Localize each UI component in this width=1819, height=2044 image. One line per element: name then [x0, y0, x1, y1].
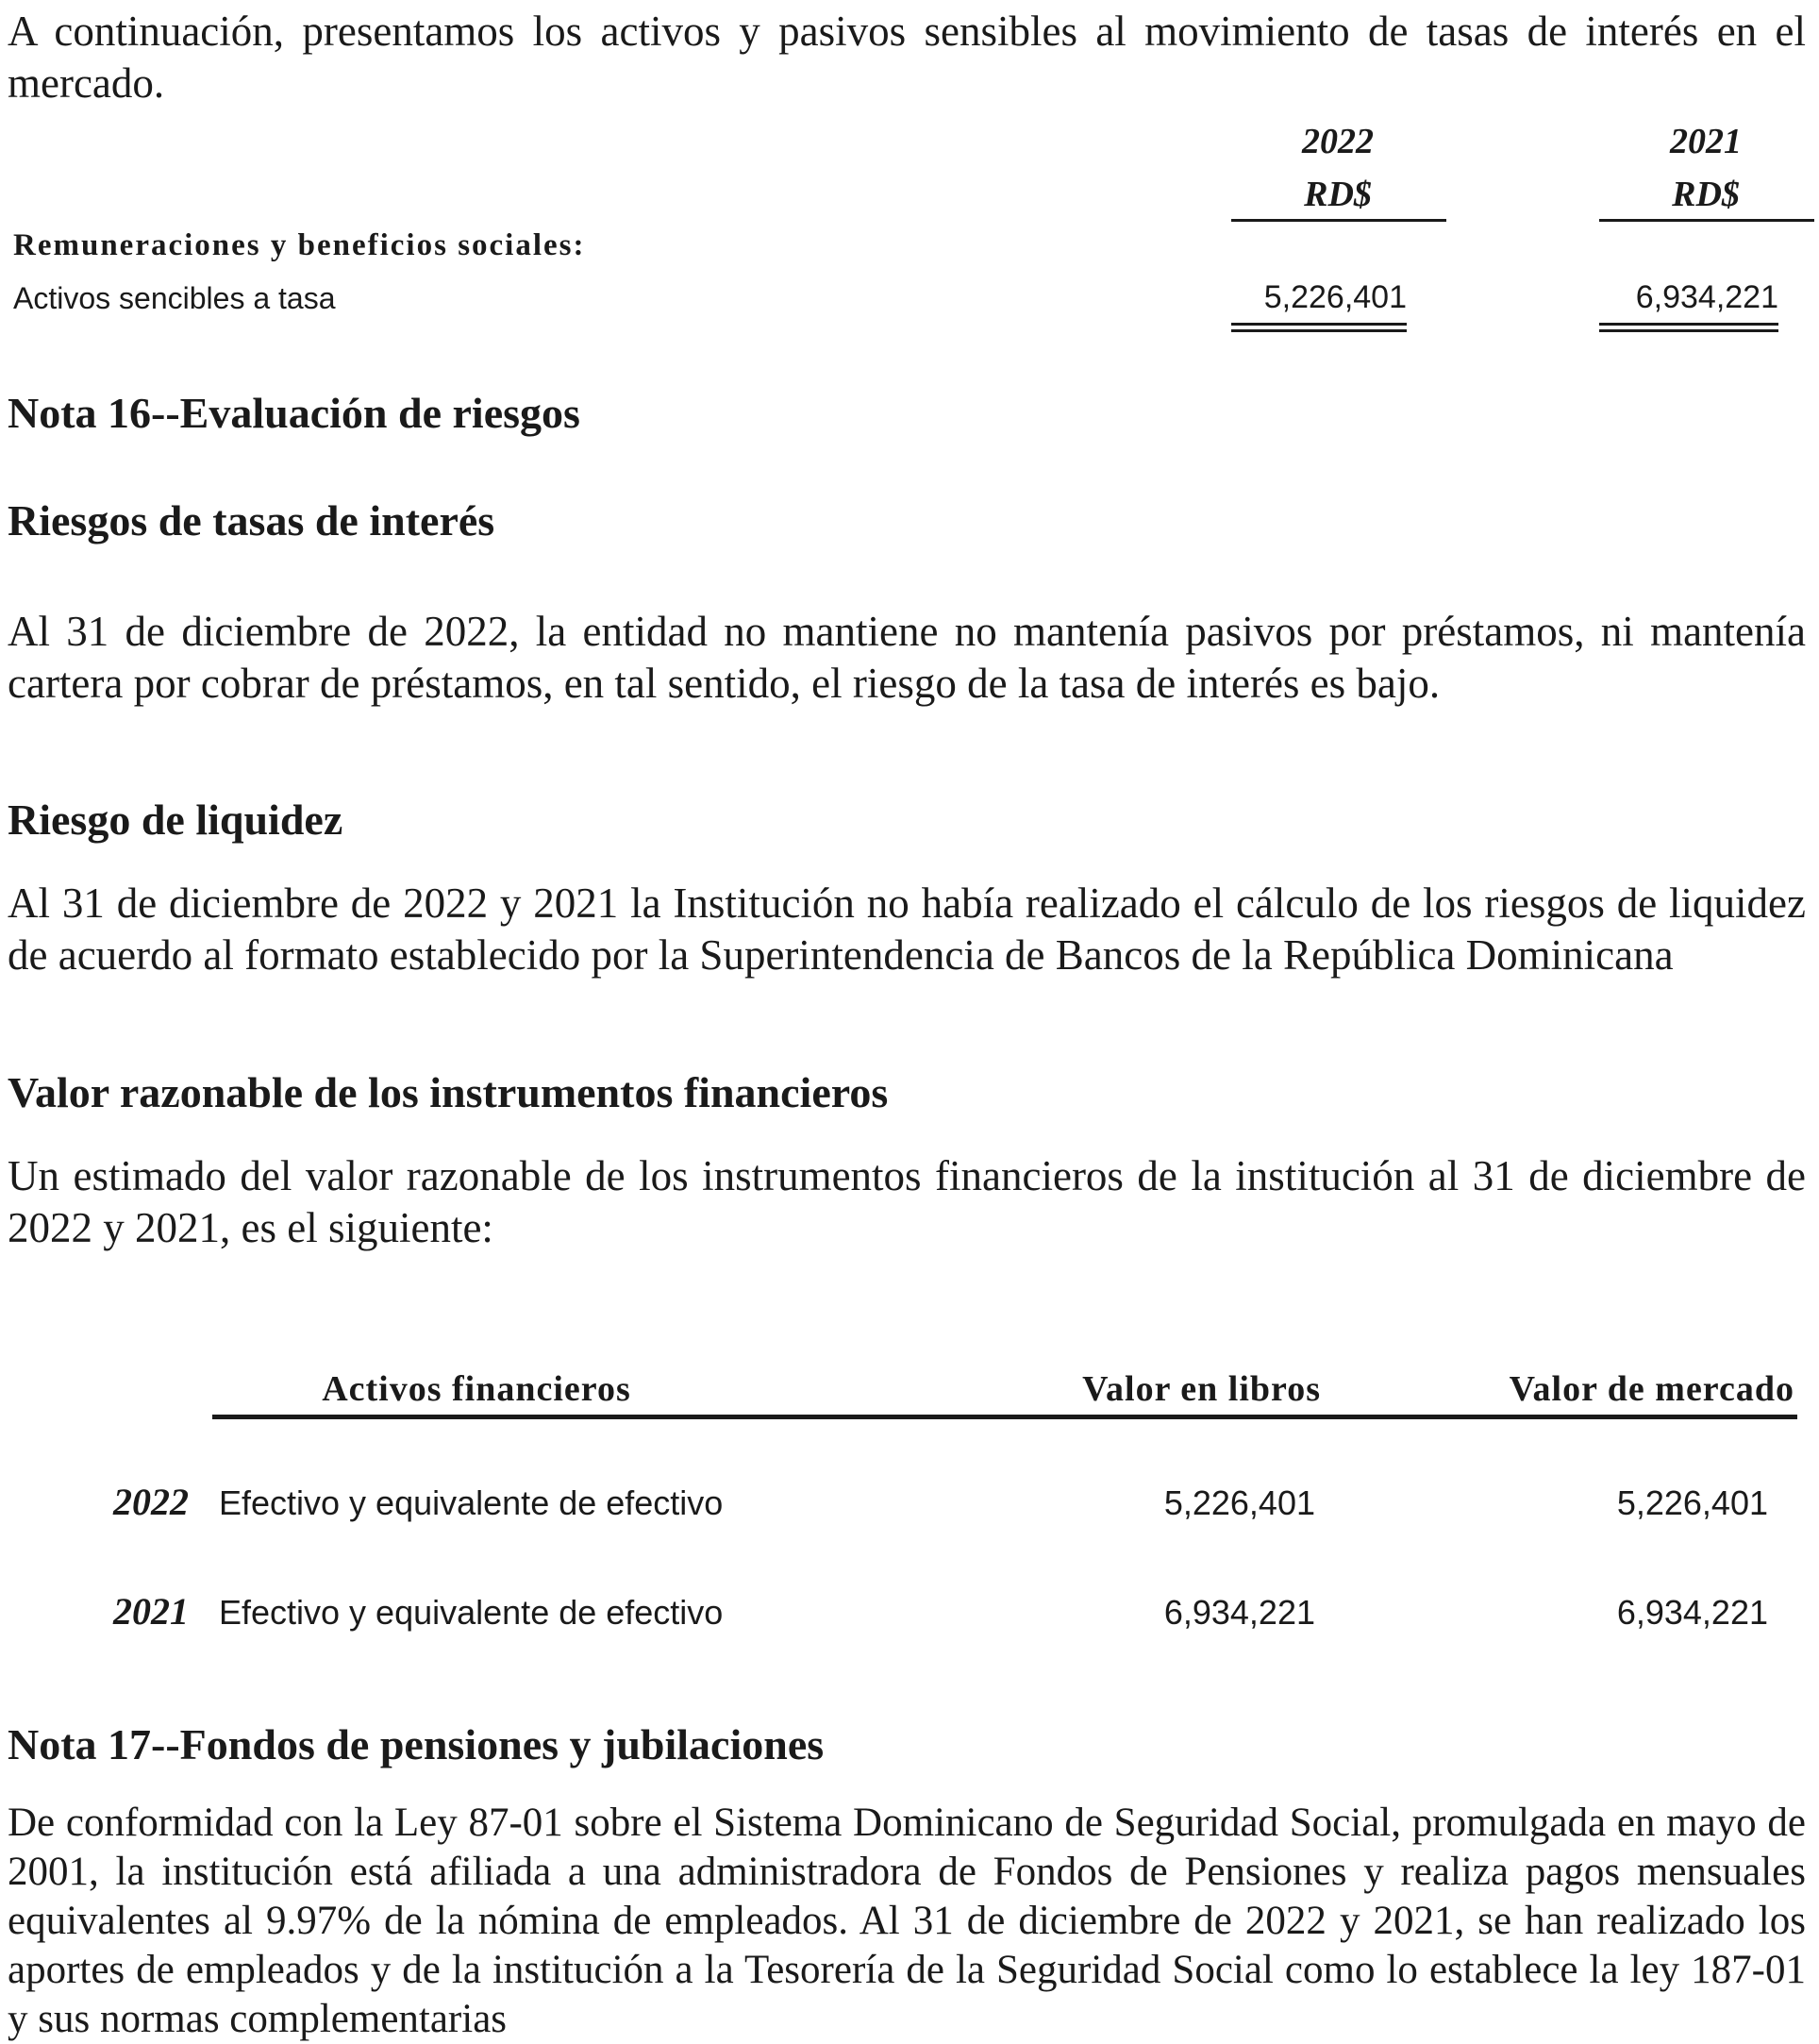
rate-row-label: Activos sencibles a tasa: [13, 281, 336, 315]
fair-table-header-assets: Activos financieros: [322, 1369, 631, 1409]
fair-value-paragraph: Un estimado del valor razonable de los instrumentos financieros de la institución al 31 de diciembre de 2022 y 2021, es el siguiente:: [8, 1152, 1806, 1251]
total-double-rule-2021-a: [1599, 323, 1778, 326]
liquidity-risk-title: Riesgo de liquidez: [8, 796, 343, 844]
intro-paragraph: A continuación, presentamos los activos y pasivos sensibles al movimiento de tasas de interés en el mercado.: [8, 8, 1806, 107]
fair-row-book-value: 5,226,401: [1163, 1483, 1315, 1522]
note17-title: Nota 17--Fondos de pensiones y jubilaciones: [8, 1720, 825, 1768]
total-double-rule-2022-a: [1231, 323, 1407, 326]
interest-risk-title: Riesgos de tasas de interés: [8, 496, 495, 545]
liquidity-risk-paragraph: Al 31 de diciembre de 2022 y 2021 la Institución no había realizado el cálculo de los riesgos de liquidez de acuerdo al formato establecido por la Superintendencia de Bancos de la República Dominicana: [8, 880, 1806, 979]
fair-row-year: 2021: [113, 1590, 189, 1633]
fair-value-title: Valor razonable de los instrumentos financieros: [8, 1068, 889, 1116]
col-year-2021: 2021: [1670, 122, 1742, 161]
col-underline-2021: [1599, 219, 1814, 222]
col-currency-2021: RD$: [1672, 175, 1740, 214]
fair-row-year: 2022: [113, 1481, 189, 1523]
fair-row-market-value: 5,226,401: [1616, 1483, 1768, 1522]
fair-table-header-rule: [212, 1415, 1797, 1419]
rate-row-value-2022: 5,226,401: [1263, 279, 1407, 315]
fair-row-label: Efectivo y equivalente de efectivo: [219, 1483, 724, 1522]
note17-paragraph: De conformidad con la Ley 87-01 sobre el Sistema Dominicano de Seguridad Social, promulgada en mayo de 2001, la institución está afiliada a una administradora de Fondos de Pensiones y realiza pagos mensuales equivalentes al 9.97% de la nómina de empleados. Al 31 de diciembre de 2022 y 2021, se han realizado los aportes de empleados y de la institución a la Tesorería de la Seguridad Social como lo establece la ley 187-01 y sus normas complementarias: [8, 1801, 1806, 2041]
fair-row-market-value: 6,934,221: [1616, 1593, 1768, 1632]
fair-table-header-book: Valor en libros: [1082, 1369, 1321, 1409]
col-underline-2022: [1231, 219, 1446, 222]
fair-table-header-market: Valor de mercado: [1509, 1369, 1794, 1409]
fair-row-label: Efectivo y equivalente de efectivo: [219, 1593, 724, 1632]
rate-row-value-2021: 6,934,221: [1635, 279, 1778, 315]
col-currency-2022: RD$: [1304, 175, 1372, 214]
rate-section-label: Remuneraciones y beneficios sociales:: [13, 228, 586, 262]
col-year-2022: 2022: [1302, 122, 1374, 161]
fair-row-book-value: 6,934,221: [1163, 1593, 1315, 1632]
total-double-rule-2022-b: [1231, 329, 1407, 332]
interest-risk-paragraph: Al 31 de diciembre de 2022, la entidad no mantiene no mantenía pasivos por préstamos, ni mantenía cartera por cobrar de préstamos, en tal sentido, el riesgo de la tasa de interés es bajo.: [8, 608, 1806, 707]
total-double-rule-2021-b: [1599, 329, 1778, 332]
note16-title: Nota 16--Evaluación de riesgos: [8, 389, 580, 437]
